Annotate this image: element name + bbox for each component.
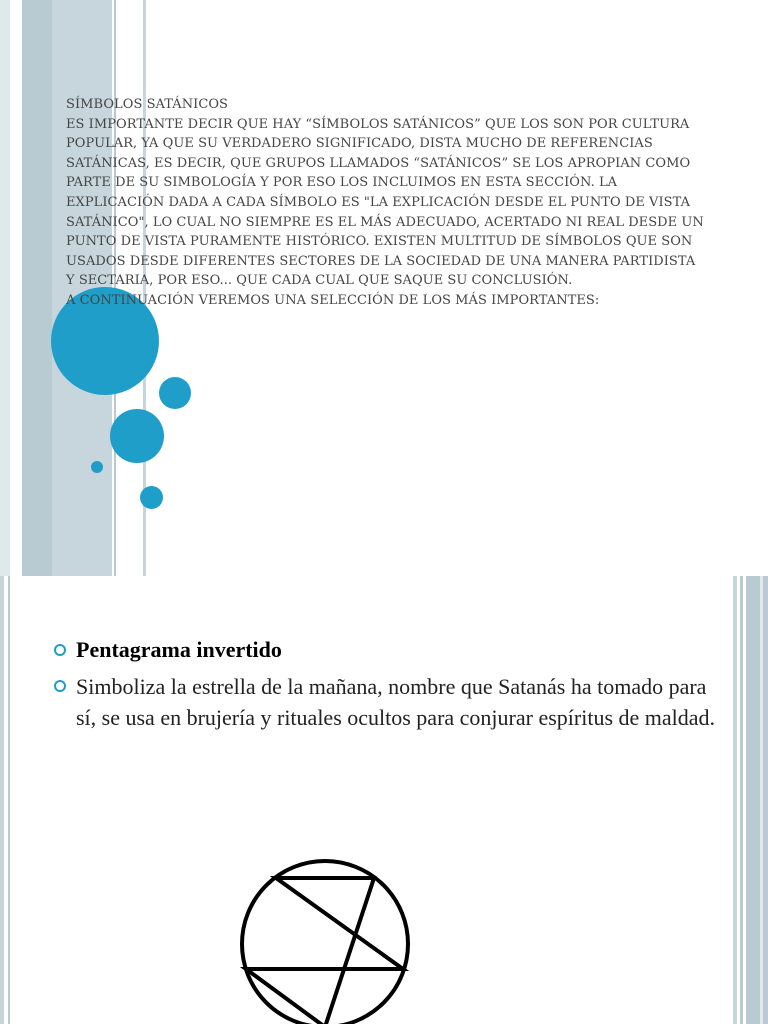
decorative-stripe [0, 576, 4, 1024]
decorative-stripe [0, 0, 10, 576]
decorative-stripe [733, 576, 737, 1024]
bullet-item-heading [52, 636, 722, 664]
decorative-circle [140, 486, 163, 509]
bullet-description-text: Simboliza la estrella de la mañana, nombre que Satanás ha tomado para sí, se usa en brujería y rituales ocultos para conjurar espíritus de maldad. [76, 674, 716, 730]
intro-paragraph: ES IMPORTANTE DECIR QUE HAY “SÍMBOLOS SATÁNICOS” QUE LOS SON POR CULTURA POPULAR, YA QUE SU VERDADERO SIGNIFICADO, DISTA MUCHO DE REFERENCIAS SATÁNICAS, ES DECIR, QUE GRUPOS LLAMADOS “SATÁNICOS” SE LOS APROPIAN COMO PARTE DE SU SIMBOLOGÍA Y POR ESO LOS INCLUIMOS EN ESTA SECCIÓN. LA EXPLICACIÓN DADA A CADA SÍMBOLO ES "LA EXPLICACIÓN DESDE EL PUNTO DE VISTA SATÁNICO", LO CUAL NO SIEMPRE ES EL MÁS ADECUADO, ACERTADO NI REAL DESDE UN PUNTO DE VISTA PURAMENTE HISTÓRICO. EXISTEN MULTITUD DE SÍMBOLOS QUE SON USADOS DESDE DIFERENTES SECTORES DE LA SOCIEDAD DE UNA MANERA PARTIDISTA Y SECTARIA, POR ESO... QUE CADA CUAL QUE SAQUE SU CONCLUSIÓN. [66, 116, 704, 289]
decorative-circle-small [91, 461, 103, 473]
slide-2 [0, 576, 768, 1024]
slide-title: SÍMBOLOS SATÁNICOS [66, 97, 228, 112]
hollow-circle-bullet-icon [54, 644, 66, 656]
decorative-circle [110, 409, 164, 463]
decorative-stripe [8, 576, 10, 1024]
decorative-stripe [760, 576, 763, 1024]
bullet-item-description [52, 672, 722, 733]
decorative-circle [159, 377, 191, 409]
decorative-stripe [22, 0, 52, 576]
hollow-circle-bullet-icon [54, 680, 66, 692]
inverted-pentagram-icon [238, 858, 412, 1024]
slide-1-text-block [66, 95, 706, 311]
bullet-list [52, 636, 722, 733]
decorative-stripe [746, 576, 768, 1024]
bullet-heading-text: Pentagrama invertido [76, 637, 282, 662]
decorative-stripe [740, 576, 743, 1024]
closing-line: A CONTINUACIÓN VEREMOS UNA SELECCIÓN DE LOS MÁS IMPORTANTES: [66, 292, 600, 308]
